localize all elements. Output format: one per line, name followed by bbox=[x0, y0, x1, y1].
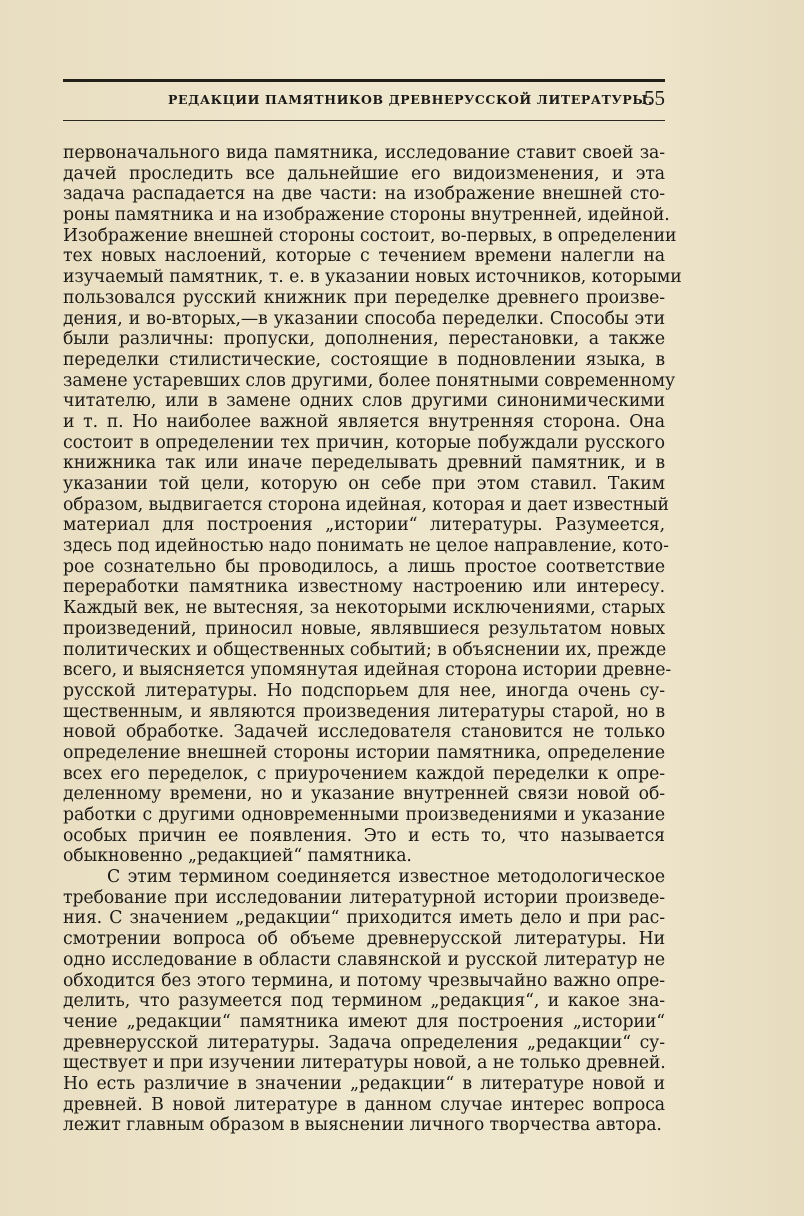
text-line: особых причин ее появления. Это и есть то, что называется bbox=[63, 825, 665, 846]
text-line: материал для построения „истории“ литературы. Разумеется, bbox=[63, 515, 665, 536]
text-line: смотрении вопроса об объеме древнерусской литературы. Ни bbox=[63, 929, 665, 950]
text-line: С этим термином соединяется известное методологическое bbox=[107, 867, 665, 888]
text-line: чение „редакции“ памятника имеют для построения „истории“ bbox=[63, 1011, 665, 1032]
text-line: деленному времени, но и указание внутренней связи новой об- bbox=[63, 784, 665, 805]
text-line: изучаемый памятник, т. е. в указании новых источников, которыми bbox=[63, 267, 682, 288]
text-line: древней. В новой литературе в данном случае интерес вопроса bbox=[63, 1094, 665, 1115]
text-line: задача распадается на две части: на изображение внешней сто- bbox=[63, 184, 665, 205]
text-line: и т. п. Но наиболее важной является внутренняя сторона. Она bbox=[63, 411, 665, 432]
text-line: образом, выдвигается сторона идейная, которая и дает известный bbox=[63, 494, 669, 515]
text-line: политических и общественных событий; в объяснении их, прежде bbox=[63, 639, 667, 660]
text-line: Каждый век, не вытесняя, за некоторыми исключениями, старых bbox=[63, 598, 665, 619]
text-line: дения, и во-вторых,—в указании способа переделки. Способы эти bbox=[63, 308, 665, 329]
text-line: определение внешней стороны истории памятника, определение bbox=[63, 742, 665, 763]
page-number: 55 bbox=[644, 86, 665, 110]
header-top-rule bbox=[63, 79, 665, 82]
text-line: обходится без этого термина, и потому чрезвычайно важно опре- bbox=[63, 970, 665, 991]
text-line: книжника так или иначе переделывать древний памятник, и в bbox=[63, 453, 665, 474]
text-line: переделки стилистические, состоящие в подновлении языка, в bbox=[63, 349, 665, 370]
text-line: древнерусской литературы. Задача определения „редакции“ су- bbox=[63, 1032, 665, 1053]
text-line: всех его переделок, с приурочением каждой переделки к опре- bbox=[63, 763, 665, 784]
text-line: обыкновенно „редакцией“ памятника. bbox=[63, 846, 412, 867]
text-line: Изображение внешней стороны состоит, во-первых, в определении bbox=[63, 225, 677, 246]
text-line: всего, и выясняется упомянутая идейная сторона истории древне- bbox=[63, 660, 672, 681]
text-line: ществует и при изучении литературы новой, а не только древней. bbox=[63, 1053, 666, 1074]
body-text bbox=[63, 143, 682, 1136]
text-line: пользовался русский книжник при переделке древнего произве- bbox=[63, 287, 665, 308]
text-line: рое сознательно бы проводилось, а лишь простое соответствие bbox=[63, 556, 665, 577]
text-line: одно исследование в области славянской и русской литератур не bbox=[63, 949, 665, 970]
text-line: требование при исследовании литературной истории произведе- bbox=[63, 887, 665, 908]
text-line: делить, что разумеется под термином „редакция“, и какое зна- bbox=[63, 991, 665, 1012]
text-line: Но есть различие в значении „редакции“ в литературе новой и bbox=[63, 1073, 665, 1094]
text-line: здесь под идейностью надо понимать не целое направление, кото- bbox=[63, 536, 669, 557]
text-line: русской литературы. Но подспорьем для нее, иногда очень су- bbox=[63, 680, 665, 701]
page-header bbox=[63, 86, 665, 116]
text-line: роны памятника и на изображение стороны внутренней, идейной. bbox=[63, 205, 670, 226]
text-line: переработки памятника известному настроению или интересу. bbox=[63, 577, 665, 598]
text-line: работки с другими одновременными произведениями и указание bbox=[63, 805, 665, 825]
text-line: тех новых наслоений, которые с течением времени налегли на bbox=[63, 246, 665, 267]
text-line: щественным, и являются произведения литературы старой, но в bbox=[63, 701, 665, 722]
text-line: новой обработке. Задачей исследователя становится не только bbox=[63, 722, 665, 743]
text-line: ния. С значением „редакции“ приходится иметь дело и при рас- bbox=[63, 908, 665, 929]
running-head: РЕДАКЦИИ ПАМЯТНИКОВ ДРЕВНЕРУССКОЙ ЛИТЕРАТУРЫ. bbox=[168, 92, 653, 107]
text-line: замене устаревших слов другими, более понятными современному bbox=[63, 370, 676, 391]
text-line: читателю, или в замене одних слов другими синонимическими bbox=[63, 391, 665, 412]
text-line: произведений, приносил новые, являвшиеся результатом новых bbox=[63, 618, 665, 639]
text-line: лежит главным образом в выяснении личного творчества автора. bbox=[63, 1115, 662, 1136]
text-line: указании той цели, которую он себе при этом ставил. Таким bbox=[63, 474, 665, 494]
header-bottom-rule bbox=[63, 120, 665, 121]
text-line: первоначального вида памятника, исследование ставит своей за- bbox=[63, 143, 665, 163]
text-line: дачей проследить все дальнейшие его видоизменения, и эта bbox=[63, 163, 665, 184]
text-line: были различны: пропуски, дополнения, перестановки, а также bbox=[63, 329, 665, 350]
text-line: состоит в определении тех причин, которые побуждали русского bbox=[63, 432, 665, 453]
